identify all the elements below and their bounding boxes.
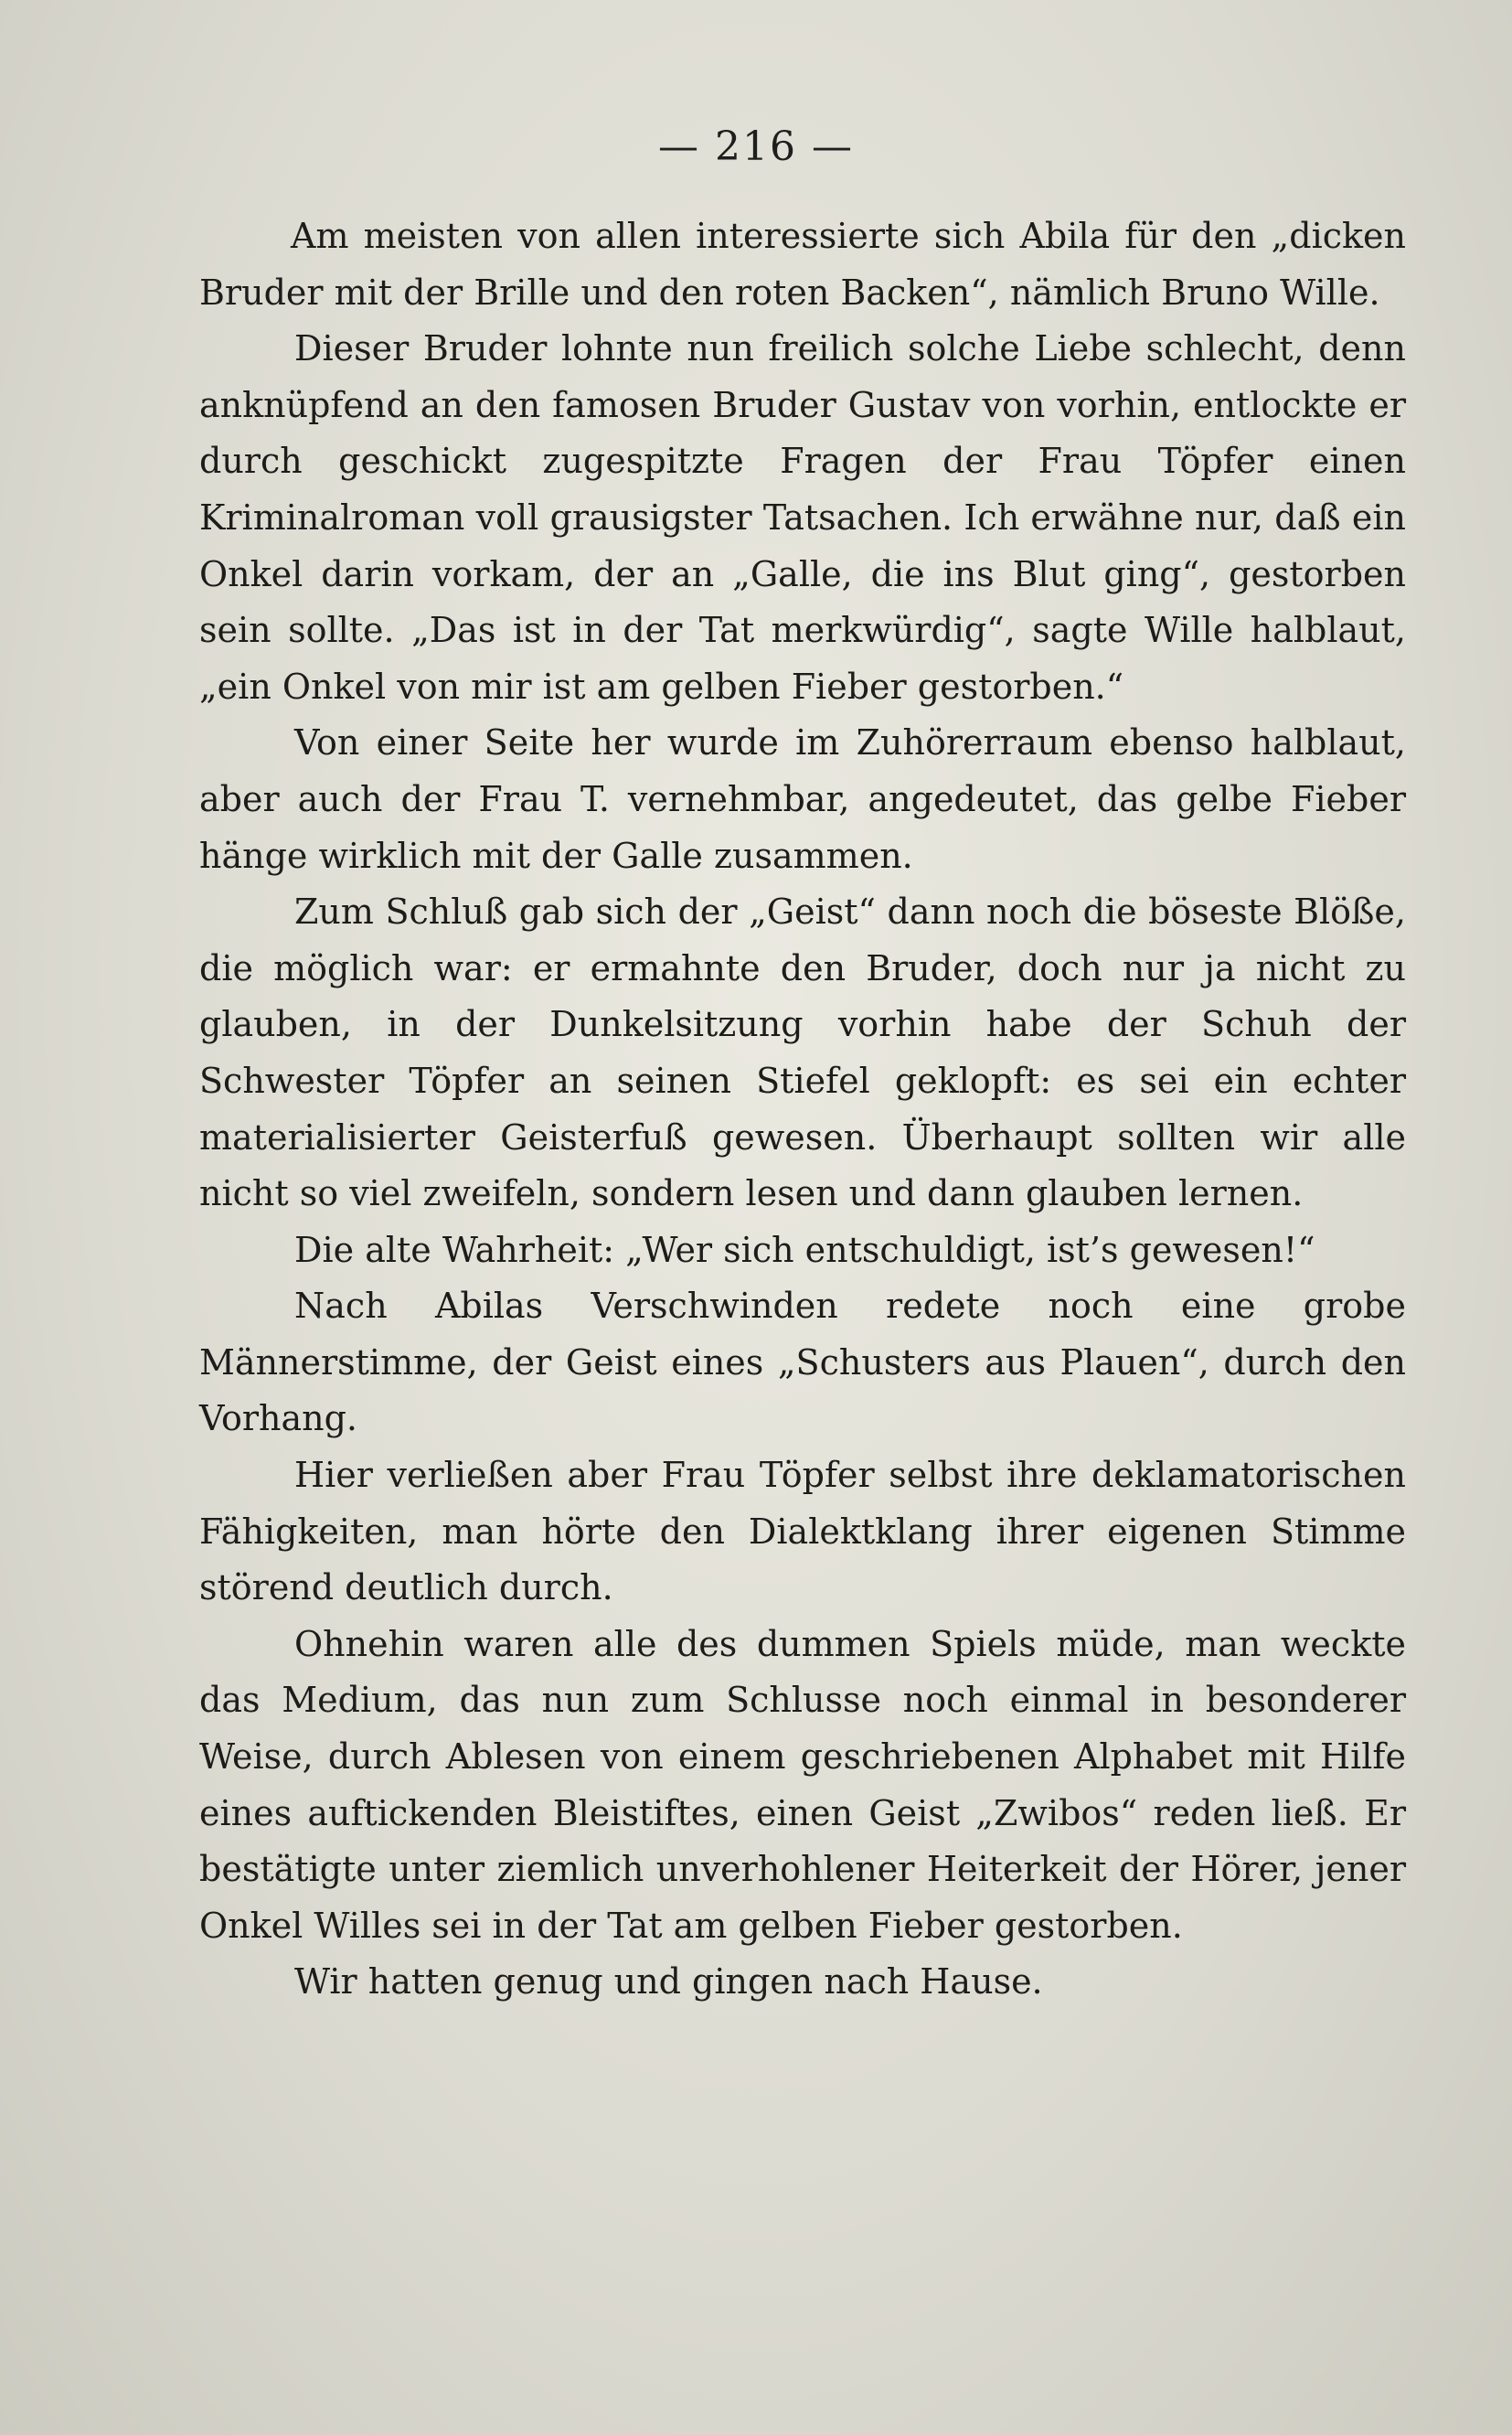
paragraph: Dieser Bruder lohnte nun freilich solche Liebe schlecht, denn anknüpfend an den famosen Bruder Gustav von vorhin, entlockte er durch geschickt zugespitzte Fragen der Frau Töpfer einen Kriminalroman voll grausigster Tatsachen. Ich erwähne nur, daß ein Onkel darin vorkam, der an „Galle, die ins Blut ging“, gestorben sein sollte. „Das ist in der Tat merkwürdig“, sagte Wille halblaut, „ein Onkel von mir ist am gelben Fieber gestorben.“ xyxy=(199,328,1406,707)
paragraph: Ohnehin waren alle des dummen Spiels müde, man weckte das Medium, das nun zum Schlusse noch einmal in besonderer Weise, durch Ablesen von einem geschriebenen Alphabet mit Hilfe eines auftickenden Bleistiftes, einen Geist „Zwibos“ reden ließ. Er bestätigte unter ziemlich unverhohlener Heiterkeit der Hörer, jener Onkel Willes sei in der Tat am gelben Fieber gestorben. xyxy=(199,1623,1406,1946)
paragraph: Nach Abilas Verschwinden redete noch eine grobe Männerstimme, der Geist eines „Schusters aus Plauen“, durch den Vorhang. xyxy=(199,1286,1406,1439)
paragraph: Zum Schluß gab sich der „Geist“ dann noch die böseste Blöße, die möglich war: er ermahnte den Bruder, doch nur ja nicht zu glauben, in der Dunkelsitzung vorhin habe der Schuh der Schwester Töpfer an seinen Stiefel geklopft: es sei ein echter materialisierter Geisterfuß gewesen. Überhaupt sollten wir alle nicht so viel zweifeln, sondern lesen und dann glauben lernen. xyxy=(199,892,1406,1214)
paragraph: Hier verließen aber Frau Töpfer selbst ihre deklamatorischen Fähigkeiten, man hörte den Dialektklang ihrer eigenen Stimme störend deutlich durch. xyxy=(199,1455,1406,1608)
paragraph: Von einer Seite her wurde im Zuhörerraum ebenso halblaut, aber auch der Frau T. vernehmbar, angedeutet, das gelbe Fieber hänge wirklich mit der Galle zusammen. xyxy=(199,722,1406,876)
page-number: — 216 — xyxy=(658,123,854,170)
paragraph: Am meisten von allen interessierte sich Abila für den „dicken Bruder mit der Brille und den roten Backen“, nämlich Bruno Wille. xyxy=(199,216,1406,313)
paragraph: Die alte Wahrheit: „Wer sich entschuldigt, ist’s gewesen!“ xyxy=(294,1229,1315,1270)
paragraph: Wir hatten genug und gingen nach Hause. xyxy=(294,1961,1043,2002)
body-text xyxy=(199,208,1406,2011)
